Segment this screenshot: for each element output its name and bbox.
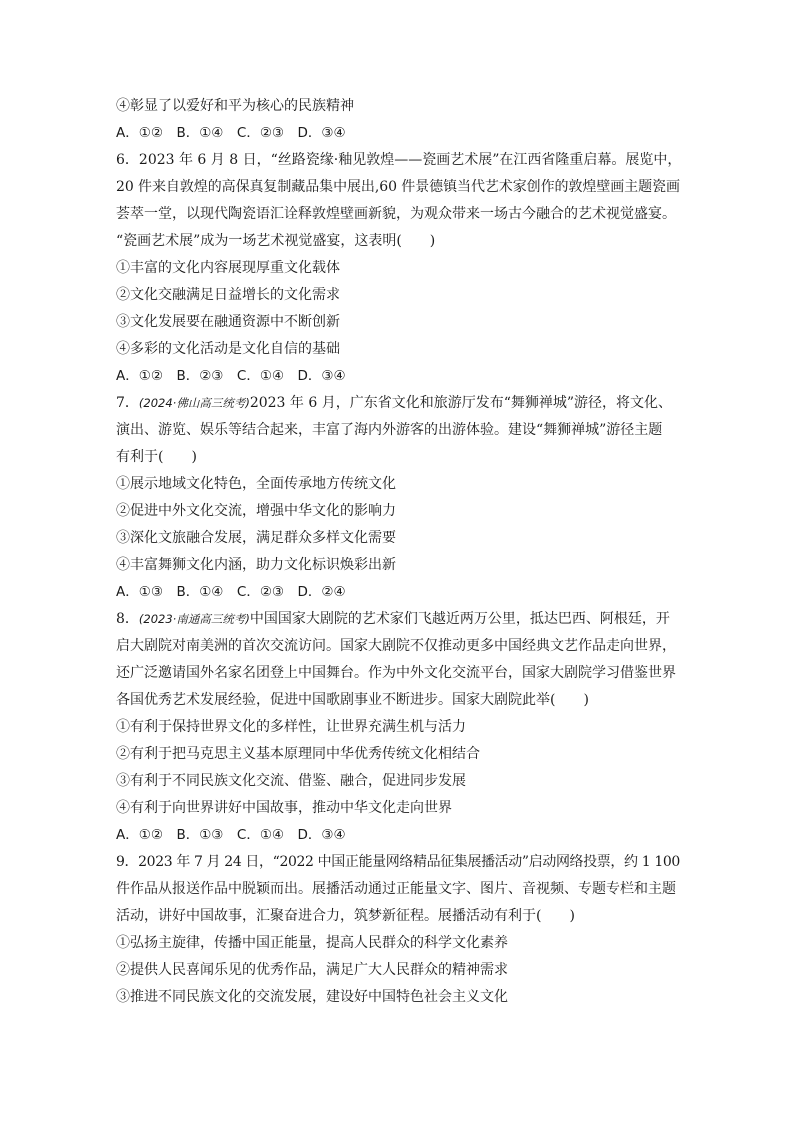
question-text-line [116,606,682,633]
option-item: ④丰富舞狮文化内涵，助力文化标识焕彩出新 [116,557,396,573]
question-number: 7． [116,395,139,411]
question-text-line: 演出、游览、娱乐等结合起来，丰富了海内外游客的出游体验。建设“舞狮禅城”游径主题 [116,422,663,438]
question-text-line: 还广泛邀请国外名家名团登上中国舞台。作为中外文化交流平台，国家大剧院学习借鉴世界 [116,665,676,681]
option-item: ①展示地域文化特色，全面传承地方传统文化 [116,476,396,492]
option-item: ④多彩的文化活动是文化自信的基础 [116,341,340,357]
document-page [116,93,682,1011]
option-item: ④彰显了以爱好和平为核心的民族精神 [116,98,354,114]
option-item: ①丰富的文化内容展现厚重文化载体 [116,260,340,276]
option-item: ③推进不同民族文化的交流发展，建设好中国特色社会主义文化 [116,989,508,1005]
answer-choices: A．①② B．①④ C．②③ D．③④ [116,125,346,141]
option-item: ②提供人民喜闻乐见的优秀作品，满足广大人民群众的精神需求 [116,962,508,978]
question-text: 中国国家大剧院的艺术家们飞越近两万公里，抵达巴西、阿根廷，开 [249,611,670,627]
option-item: ①弘扬主旋律，传播中国正能量，提高人民群众的科学文化素养 [116,935,508,951]
option-item: ③文化发展要在融通资源中不断创新 [116,314,340,330]
question-text-line: 荟萃一堂，以现代陶瓷语汇诠释敦煌壁画新貌，为观众带来一场古今融合的艺术视觉盛宴。 [116,206,676,222]
option-item: ②文化交融满足日益增长的文化需求 [116,287,340,303]
question-text-line: 有利于( ) [116,449,197,465]
question-source: (2023·南通高三统考) [138,612,250,626]
question-source: (2024·佛山高三统考) [138,396,250,410]
question-text-line: 6．2023 年 6 月 8 日，“丝路瓷缘·釉见敦煌——瓷画艺术展”在江西省隆重启幕。展览中， [116,152,682,168]
option-item: ②有利于把马克思主义基本原理同中华优秀传统文化相结合 [116,746,480,762]
answer-choices: A．①② B．②③ C．①④ D．③④ [116,368,346,384]
question-text: 2023 年 6 月，广东省文化和旅游厅发布“舞狮禅城”游径，将文化、 [249,395,673,411]
question-8 [116,606,682,849]
option-item: ②促进中外文化交流，增强中华文化的影响力 [116,503,396,519]
question-text-line: 20 件来自敦煌的高保真复制藏品集中展出,60 件景德镇当代艺术家创作的敦煌壁画主题瓷画 [116,179,680,195]
question-text-line: 各国优秀艺术发展经验，促进中国歌剧事业不断进步。国家大剧院此举( ) [116,692,589,708]
option-item: ④有利于向世界讲好中国故事，推动中华文化走向世界 [116,800,452,816]
answer-choices: A．①③ B．①④ C．②③ D．②④ [116,584,346,600]
option-item: ①有利于保持世界文化的多样性，让世界充满生机与活力 [116,719,466,735]
question-text-line: 9．2023 年 7 月 24 日，“2022 中国正能量网络精品征集展播活动”启动网络投票，约 1 100 [116,854,680,870]
option-item: ③有利于不同民族文化交流、借鉴、融合，促进同步发展 [116,773,466,789]
answer-choices: A．①② B．①③ C．①④ D．③④ [116,827,346,843]
question-9 [116,849,682,1011]
question-text-line: 活动，讲好中国故事，汇聚奋进合力，筑梦新征程。展播活动有利于( ) [116,908,575,924]
question-text-line [116,390,682,417]
question-text-line: 启大剧院对南美洲的首次交流访问。国家大剧院不仅推动更多中国经典文艺作品走向世界， [116,638,676,654]
option-item: ③深化文旅融合发展，满足群众多样文化需要 [116,530,396,546]
question-text-line: 件作品从报送作品中脱颖而出。展播活动通过正能量文字、图片、音视频、专题专栏和主题 [116,881,676,897]
question-text-line: “瓷画艺术展”成为一场艺术视觉盛宴，这表明( ) [116,233,436,249]
question-7 [116,390,682,606]
question-6 [116,147,682,390]
question-number: 8． [116,611,139,627]
